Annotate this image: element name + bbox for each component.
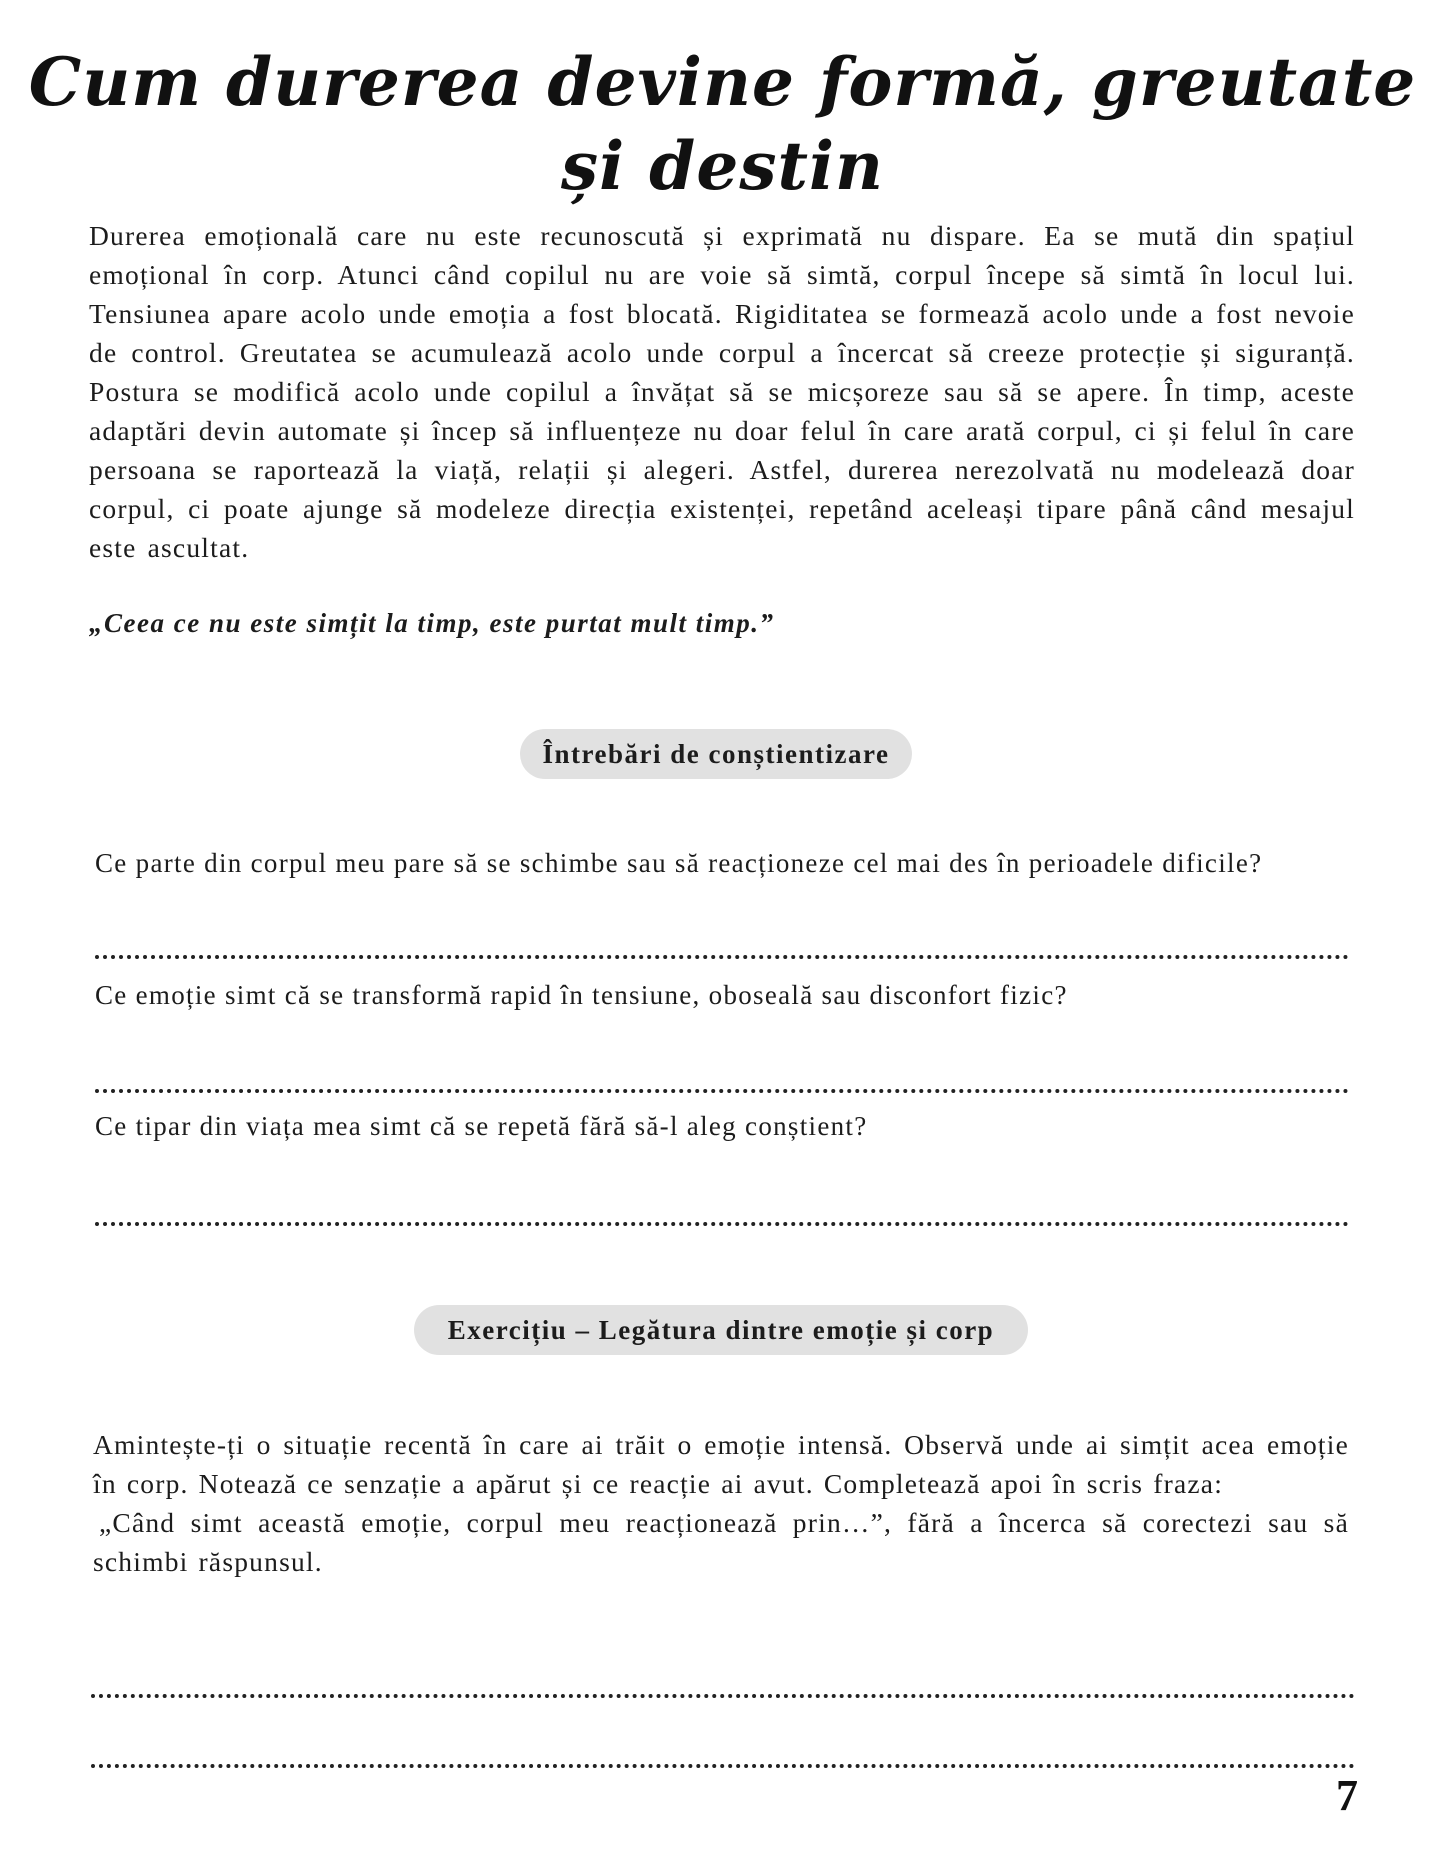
question-2: Ce emoție simt că se transformă rapid în tensiune, oboseală sau disconfort fizic?	[95, 980, 1068, 1010]
question-1: Ce parte din corpul meu pare să se schimbe sau să reacționeze cel mai des în perioadele dificile?	[95, 848, 1263, 878]
exercise-heading: Exercițiu – Legătura dintre emoție și corp	[414, 1305, 1028, 1355]
quote: „Ceea ce nu este simțit la timp, este purtat mult timp.”	[89, 608, 775, 638]
intro-paragraph: Durerea emoțională care nu este recunoscută și exprimată nu dispare. Ea se mută din spațiul emoțional în corp. Atunci când copilul nu are voie să simtă, corpul începe să simtă în locul lui. Tensiunea apare acolo unde emoția a fost blocată. Rigiditatea se formează acolo unde a fost nevoie de control. Greutatea se acumulează acolo unde corpul a încercat să creeze protecție și siguranță. Postura se modifică acolo unde copilul a învățat să se micșoreze sau să se apere. În timp, aceste adaptări devin automate și încep să influențeze nu doar felul în care arată corpul, ci și felul în care persoana se raportează la viață, relații și alegeri. Astfel, durerea nerezolvată nu modelează doar corpul, ci poate ajunge să modeleze direcția existenței, repetând aceleași tipare până când mesajul este ascultat.	[89, 220, 1355, 563]
exercise-paragraph-1: Amintește-ți o situație recentă în care ai trăit o emoție intensă. Observă unde ai simțit acea emoție în corp. Notează ce senzație a apărut și ce reacție ai avut. Completează apoi în scris fraza:	[93, 1429, 1349, 1499]
exercise-paragraph-2: „Când simt această emoție, corpul meu reacționează prin…”, fără a încerca să corectezi sau să schimbi răspunsul.	[93, 1507, 1349, 1577]
answer-line-1[interactable]	[95, 955, 1349, 959]
exercise-answer-line-2[interactable]	[91, 1764, 1355, 1768]
page-title-line-2: și destin	[560, 127, 885, 205]
page-title-line-1: Cum durerea devine formă, greutate	[28, 43, 1417, 121]
exercise-text	[93, 1425, 1349, 1581]
page-number: 7	[1336, 1771, 1358, 1820]
answer-line-3[interactable]	[95, 1222, 1349, 1226]
exercise-answer-line-1[interactable]	[91, 1694, 1355, 1698]
awareness-questions-heading: Întrebări de conștientizare	[520, 729, 912, 779]
answer-line-2[interactable]	[95, 1089, 1349, 1093]
question-3: Ce tipar din viața mea simt că se repetă fără să-l aleg conștient?	[95, 1111, 868, 1141]
page-title	[0, 40, 1445, 208]
